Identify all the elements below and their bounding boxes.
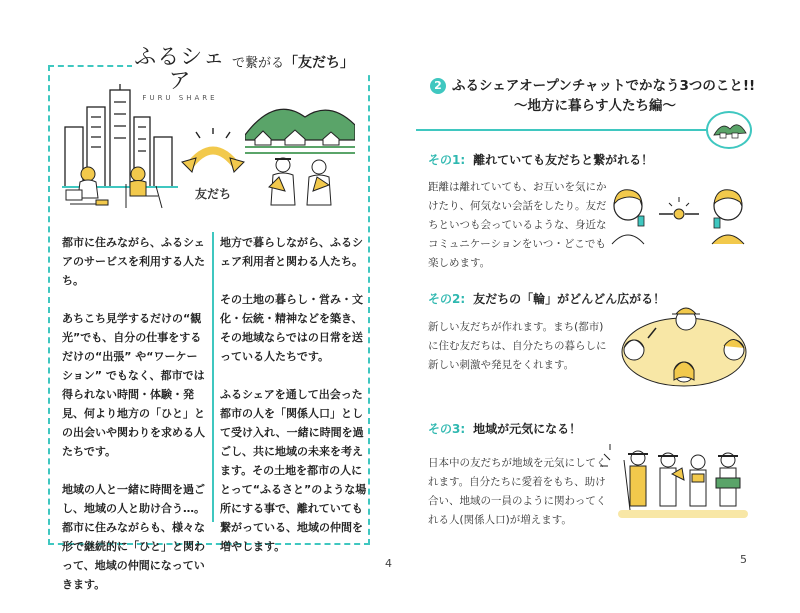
- right-column-paragraph: その土地の暮らし・営み・文化・伝統・精神などを築き、その地域ならではの日常を送っている人たちです。: [220, 293, 363, 363]
- section1-title: 離れていても友だちと繋がれる！: [473, 153, 654, 167]
- section1-tag: その1:: [428, 153, 466, 167]
- title-prefix: で繋がる: [232, 56, 285, 71]
- section3-tag: その3:: [428, 422, 466, 436]
- left-column-paragraph: あちこち見学するだけの“観光”でも、自分の仕事をするだけの“出張” や“ワーケーション” でもなく、都市では得られない時間・体験・発見、何より地方の「ひと」との出会いや関わりを求める人たちです。: [62, 312, 205, 458]
- logo-text: ふるシェア: [134, 45, 226, 94]
- village-badge-icon: [706, 111, 752, 149]
- section3-body: 日本中の友だちが地域を元気にしてくれます。自分たちに愛着をもち、助け合い、地域の一員のように関わってくれる人(関係人口)が増えます。: [428, 457, 607, 526]
- page-number-right: 5: [740, 553, 747, 566]
- right-column-paragraph: ふるシェアを通して出会った都市の人を「関係人口」として受け入れ、一緒に時間を過ごし、共に地域の未来を考えます。その土地を都市の人にとって“ふるさと”のような場所にする事で、離れていても繋がっている、地域の仲間を増やします。: [220, 388, 367, 553]
- exchange-arrow-icon: [178, 128, 248, 178]
- logo-subtext: FURU SHARE: [142, 94, 218, 102]
- section2-tag: その2:: [428, 292, 466, 306]
- section2-body: 新しい友だちが作れます。まち(都市)に住む友だちは、自分たちの暮らしに新しい刺激や発見をくれます。: [428, 321, 607, 371]
- left-page-title: [228, 52, 372, 74]
- city-people-illustration: [60, 82, 180, 217]
- right-page-heading: [430, 76, 760, 96]
- furushare-logo: [132, 45, 228, 102]
- heading-number-badge: 2: [430, 78, 446, 94]
- page-number-left: 4: [385, 557, 392, 570]
- community-farmers-illustration: [598, 440, 758, 520]
- heading-rule: [416, 129, 716, 131]
- left-column-text: [62, 233, 207, 613]
- friend-label: 友だち: [195, 187, 232, 201]
- right-page-subheading: 〜地方に暮らす人たち編〜: [514, 98, 676, 114]
- friend-circle-illustration: [612, 298, 752, 398]
- section1-body: 距離は離れていても、お互いを気にかけたり、何気ない会話をしたり。友だちといつも会っているような、身近なコミュニケーションをいつ・どこでも楽しめます。: [428, 181, 607, 269]
- heading-line1: ふるシェアオープンチャットでかなう3つのこと!!: [452, 78, 756, 94]
- two-friends-phone-illustration: [604, 182, 754, 247]
- section2-title: 友だちの「輪」がどんどん広がる！: [473, 292, 666, 306]
- countryside-people-illustration: [245, 95, 355, 210]
- section3-title: 地域が元気になる！: [473, 422, 582, 436]
- right-column-paragraph: 地方で暮らしながら、ふるシェア利用者と関わる人たち。: [220, 236, 363, 268]
- section1-heading: [428, 151, 653, 169]
- title-main: 「友だち」: [284, 55, 355, 71]
- right-column-text: [220, 233, 370, 575]
- left-column-paragraph: 都市に住みながら、ふるシェアのサービスを利用する人たち。: [62, 236, 205, 287]
- section3-heading: [428, 420, 581, 438]
- column-divider: [212, 232, 214, 522]
- left-column-paragraph: 地域の人と一緒に時間を過ごし、地域の人と助け合う…。都市に住みながらも、様々な形で継続的に「ひと」と関わって、地域の仲間になっていきます。: [62, 483, 205, 591]
